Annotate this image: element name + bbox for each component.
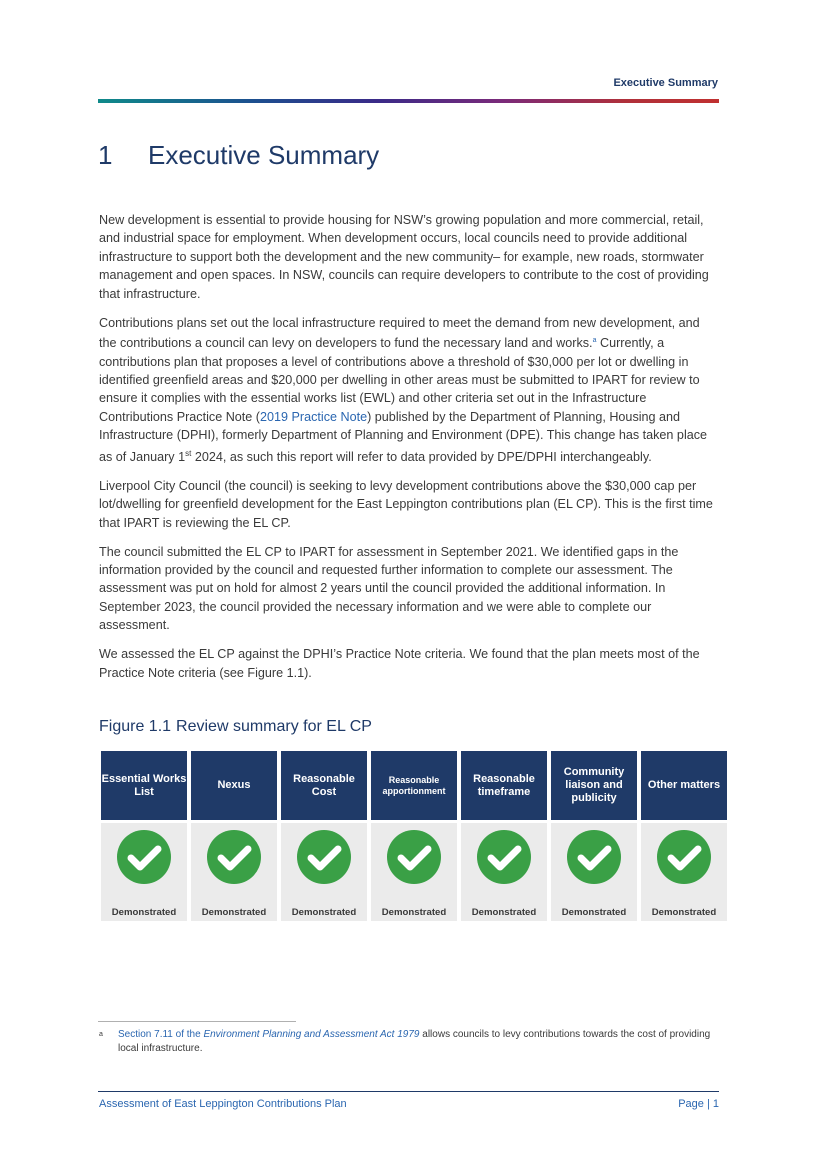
footer-rule xyxy=(98,1091,719,1092)
criterion-essential-works-list xyxy=(101,751,187,921)
criterion-cell xyxy=(281,823,367,921)
criterion-header: Reasonable apportionment xyxy=(371,751,457,820)
section-heading xyxy=(98,140,379,171)
criterion-cell xyxy=(191,823,277,921)
check-circle-icon xyxy=(387,830,441,884)
footer-document-title: Assessment of East Leppington Contributions Plan xyxy=(99,1098,347,1110)
check-circle-icon xyxy=(117,830,171,884)
footnote xyxy=(99,1028,719,1055)
header-gradient-rule xyxy=(98,99,719,103)
criterion-community-liaison xyxy=(551,751,637,921)
paragraph-5: We assessed the EL CP against the DPHI’s Practice Note criteria. We found that the plan meets most of the Practice Note criteria (see Figure 1.1). xyxy=(99,647,700,680)
review-summary-table xyxy=(101,751,729,921)
check-circle-icon xyxy=(297,830,351,884)
criterion-header: Essential Works List xyxy=(101,751,187,820)
criterion-status: Demonstrated xyxy=(651,907,717,918)
body-text xyxy=(99,211,719,693)
p2-text-b: Currently, a contributions plan that proposes a level of contributions above a threshold of $30,000 per lot or dwelling in identified greenfield areas and $20,000 per dwelling in other areas must be submitted to IPART for review to ensure it complies with the essential works list (EWL) and other criteria set out in the Infrastructure Contributions Practice Note ( xyxy=(99,336,700,424)
criterion-header: Reasonable Cost xyxy=(281,751,367,820)
criterion-reasonable-timeframe xyxy=(461,751,547,921)
criterion-nexus xyxy=(191,751,277,921)
footnote-rest: allows councils to levy contributions towards the cost of providing local infrastructure. xyxy=(118,1029,711,1054)
criterion-status: Demonstrated xyxy=(471,907,537,918)
check-circle-icon xyxy=(477,830,531,884)
footer-page-number: Page | 1 xyxy=(678,1098,719,1110)
section-number: 1 xyxy=(98,140,113,170)
section-7-11-link[interactable]: Section 7.11 xyxy=(118,1029,173,1040)
criterion-cell xyxy=(461,823,547,921)
criterion-cell xyxy=(371,823,457,921)
criterion-header: Reasonable timeframe xyxy=(461,751,547,820)
footnote-reference[interactable]: a xyxy=(592,337,597,345)
criterion-status: Demonstrated xyxy=(291,907,357,918)
criterion-header: Other matters xyxy=(641,751,727,820)
criterion-status: Demonstrated xyxy=(381,907,447,918)
footnote-rule xyxy=(98,1021,296,1022)
criterion-status: Demonstrated xyxy=(561,907,627,918)
act-name-link[interactable]: Environment Planning and Assessment Act 1979 xyxy=(203,1029,420,1040)
paragraph-3: Liverpool City Council (the council) is seeking to levy development contributions above the $30,000 cap per lot/dwelling for greenfield development for the East Leppington contributions plan (EL CP). This is the first time that IPART is reviewing the EL CP. xyxy=(99,478,713,530)
p2-text-c: ) published by the Department of Planning, Housing and Infrastructure (DPHI), formerly Department of Planning and Environment (DPE). This change has taken place as of January 1 xyxy=(99,409,708,464)
check-circle-icon xyxy=(207,830,261,884)
p2-ordinal: st xyxy=(185,448,192,458)
check-circle-icon xyxy=(567,830,621,884)
criterion-status: Demonstrated xyxy=(111,907,177,918)
criterion-reasonable-cost xyxy=(281,751,367,921)
figure-caption xyxy=(99,718,372,736)
criterion-status: Demonstrated xyxy=(201,907,267,918)
criterion-reasonable-apportionment xyxy=(371,751,457,921)
figure-label: Figure 1.1 xyxy=(99,718,172,735)
footnote-of-the[interactable]: of the xyxy=(172,1029,204,1040)
section-title: Executive Summary xyxy=(148,140,380,170)
footnote-mark: a xyxy=(99,1031,103,1038)
figure-title: Review summary for EL CP xyxy=(176,718,372,735)
paragraph-4: The council submitted the EL CP to IPART for assessment in September 2021. We identified gaps in the information provided by the council and requested further information to complete our assessment. The assessment was put on hold for almost 2 years until the council provided the additional information. In September 2023, the council provided the necessary information and we were able to complete our assessment. xyxy=(99,544,679,633)
paragraph-1: New development is essential to provide housing for NSW’s growing population and more commercial, retail, and industrial space for employment. When development occurs, local councils need to provide additional infrastructure to support both the development and the new community– for example, new roads, stormwater management and open spaces. In NSW, councils can require developers to contribute to the cost of providing that infrastructure. xyxy=(99,213,709,301)
criterion-cell xyxy=(551,823,637,921)
check-circle-icon xyxy=(657,830,711,884)
criterion-other-matters xyxy=(641,751,727,921)
running-header: Executive Summary xyxy=(613,77,718,89)
criterion-header: Community liaison and publicity xyxy=(551,751,637,820)
criterion-header: Nexus xyxy=(191,751,277,820)
paragraph-2 xyxy=(99,314,719,467)
criterion-cell xyxy=(101,823,187,921)
p2-text-a: Contributions plans set out the local infrastructure required to meet the demand from new development, and the contributions a council can levy on developers to fund the necessary land and works. xyxy=(99,315,700,351)
practice-note-link[interactable]: 2019 Practice Note xyxy=(260,409,368,424)
footnote-text xyxy=(118,1028,719,1055)
p2-text-d: 2024, as such this report will refer to data provided by DPE/DPHI interchangeably. xyxy=(191,449,652,464)
criterion-cell xyxy=(641,823,727,921)
